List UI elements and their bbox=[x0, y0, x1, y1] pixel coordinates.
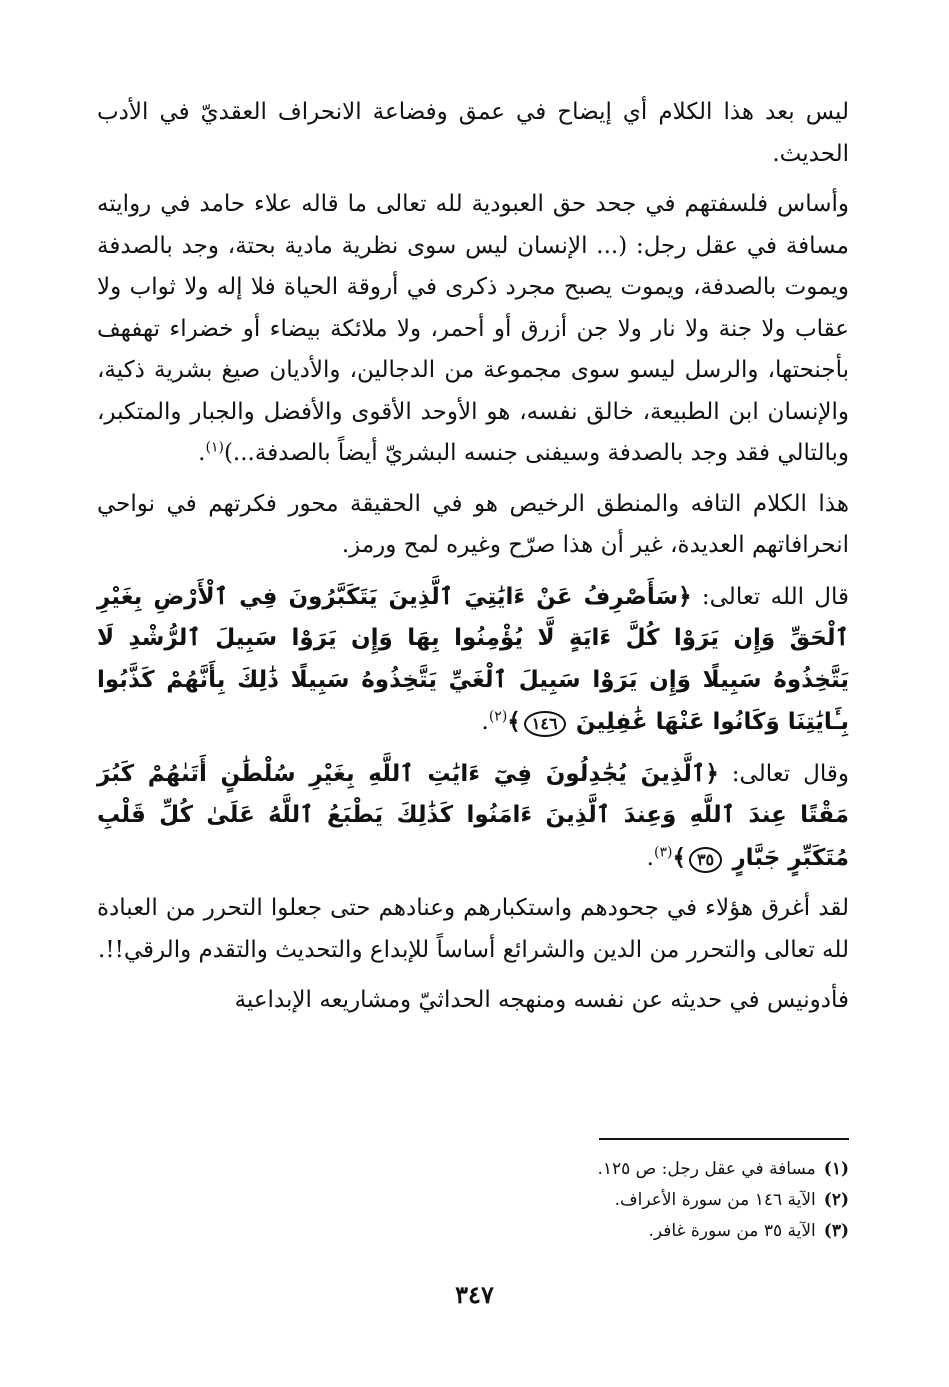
paragraph-7-text: فأدونيس في حديثه عن نفسه ومنهجه الحداثيّ ومشاريعه الإبداعية bbox=[234, 987, 849, 1013]
quote-2-verse: ٱلَّذِينَ يُجَٰدِلُونَ فِيٓ ءَايَٰتِ ٱللَّهِ بِغَيْرِ سُلْطَٰنٍ أَتَىٰهُمْ كَبُرَ مَقْتًا عِندَ ٱللَّهِ وَعِندَ ٱلَّذِينَ ءَامَنُوا كَذَٰلِكَ يَطْبَعُ ٱللَّهُ عَلَىٰ كُلِّ قَلْبِ مُتَكَبِّرٍ جَبَّارٍ bbox=[97, 760, 849, 871]
footnote-ref-1: (١) bbox=[205, 439, 224, 456]
footnote-item bbox=[97, 1216, 849, 1247]
ayah-number-marker: ٣٥ bbox=[689, 847, 722, 873]
paragraph-2: وأساس فلسفتهم في جحد حق العبودية لله تعالى ما قاله علاء حامد في روايته مسافة في عقل رجل: (... الإنسان ليس سوى نظرية مادية بحتة، وجد بالصدفة ويموت بالصدفة، ويموت يصبح مجرد ذكرى في أروقة الحياة فلا إله ولا ثواب ولا عقاب ولا جنة ولا نار ولا جن أزرق أو أحمر، ولا ملائكة بيضاء أو خضراء تهفهف بأجنحتها، والرسل ليسو سوى مجموعة من الدجالين، والأديان صيغ بشرية ذكية، والإنسان ابن الطبيعة، خالق نفسه، هو الأوحد الأقوى والأفضل والجبار والمتكبر، وبالتالي فقد وجد بالصدفة وسيفنى جنسه البشريّ أيضاً بالصدفة...)$^{(١)}$. bbox=[97, 191, 849, 466]
footnote-item bbox=[97, 1185, 849, 1216]
footnote-number: (٣) bbox=[823, 1221, 849, 1241]
footnote-text: مسافة في عقل رجل: ص ١٢٥. bbox=[597, 1159, 816, 1179]
paragraph-6-text: لقد أغرق هؤلاء في جحودهم واستكبارهم وعنادهم حتى جعلوا التحرر من العبادة لله تعالى والتحرر من الدين والشرائع أساساً للإبداع والتحديث والتقدم والرقي!!. bbox=[97, 895, 849, 963]
quote-1-open-brace: ﴿ bbox=[678, 582, 692, 610]
paragraph-1-text: ليس بعد هذا الكلام أي إيضاح في عمق وفضاعة الانحراف العقديّ في الأدب الحديث. bbox=[97, 99, 849, 167]
quote-2-close-brace: ﴾ bbox=[672, 843, 686, 871]
quote-2-open-brace: ﴿ bbox=[705, 759, 719, 787]
ayah-number-marker: ١٤٦ bbox=[524, 711, 566, 737]
quote-1-intro: قال الله تعالى: bbox=[691, 583, 849, 610]
page-number: ٣٤٧ bbox=[455, 1280, 494, 1309]
paragraph-2-text: وأساس فلسفتهم في جحد حق العبودية لله تعالى ما قاله علاء حامد في روايته مسافة في عقل رجل: (... الإنسان ليس سوى نظرية مادية بحتة، وجد بالصدفة ويموت بالصدفة، ويموت يصبح مجرد ذكرى في أروقة الحياة فلا إله ولا ثواب ولا عقاب ولا جنة ولا نار ولا جن أزرق أو أحمر، ولا ملائكة بيضاء أو خضراء تهفهف بأجنحتها، والرسل ليسو سوى مجموعة من الدجالين، والأديان صيغ بشرية ذكية، والإنسان ابن الطبيعة، خالق نفسه، هو الأوحد الأقوى والأفضل والجبار والمتكبر، وبالتالي فقد وجد بالصدفة وسيفنى جنسه البشريّ أيضاً بالصدفة...) bbox=[97, 191, 849, 466]
footnote-item bbox=[97, 1154, 849, 1185]
footnote-text: الآية ٣٥ من سورة غافر. bbox=[648, 1221, 816, 1241]
footnote-number: (١) bbox=[823, 1159, 849, 1179]
quran-quote-1: قال الله تعالى: ﴿سَأَصْرِفُ عَنْ ءَايَٰتِيَ ٱلَّذِينَ يَتَكَبَّرُونَ فِي ٱلْأَرْضِ بِغَيْرِ ٱلْحَقِّ وَإِن يَرَوْا كُلَّ ءَايَةٍ لَّا يُؤْمِنُوا بِهَا وَإِن يَرَوْا سَبِيلَ ٱلرُّشْدِ لَا يَتَّخِذُوهُ سَبِيلًا وَإِن يَرَوْا سَبِيلَ ٱلْغَيِّ يَتَّخِذُوهُ سَبِيلًا ذَٰلِكَ بِأَنَّهُمْ كَذَّبُوا بِـَٔايَٰتِنَا وَكَانُوا عَنْهَا غَٰفِلِينَ ١٤٦﴾$^{(٢)}$. bbox=[97, 582, 849, 735]
paragraph-3-text: هذا الكلام التافه والمنطق الرخيص هو في الحقيقة محور فكرتهم في نواحي انحرافاتهم العديدة، غير أن هذا صرّح وغيره لمح ورمز. bbox=[97, 490, 849, 558]
quote-1-verse: سَأَصْرِفُ عَنْ ءَايَٰتِيَ ٱلَّذِينَ يَتَكَبَّرُونَ فِي ٱلْأَرْضِ بِغَيْرِ ٱلْحَقِّ وَإِن يَرَوْا كُلَّ ءَايَةٍ لَّا يُؤْمِنُوا بِهَا وَإِن يَرَوْا سَبِيلَ ٱلرُّشْدِ لَا يَتَّخِذُوهُ سَبِيلًا وَإِن يَرَوْا سَبِيلَ ٱلْغَيِّ يَتَّخِذُوهُ سَبِيلًا ذَٰلِكَ بِأَنَّهُمْ كَذَّبُوا بِـَٔايَٰتِنَا وَكَانُوا عَنْهَا غَٰفِلِينَ bbox=[97, 583, 849, 735]
paragraph-1 bbox=[97, 92, 849, 175]
quran-quote-2: وقال تعالى: ﴿ٱلَّذِينَ يُجَٰدِلُونَ فِيٓ ءَايَٰتِ ٱللَّهِ بِغَيْرِ سُلْطَٰنٍ أَتَىٰهُمْ كَبُرَ مَقْتًا عِندَ ٱللَّهِ وَعِندَ ٱلَّذِينَ ءَامَنُوا كَذَٰلِكَ يَطْبَعُ ٱللَّهُ عَلَىٰ كُلِّ قَلْبِ مُتَكَبِّرٍ جَبَّارٍ ٣٥﴾$^{(٣)}$. bbox=[97, 759, 849, 871]
paragraph-3 bbox=[97, 484, 849, 567]
page-body bbox=[97, 92, 849, 1031]
quote-2-intro: وقال تعالى: bbox=[718, 760, 849, 787]
footnote-separator bbox=[599, 1138, 849, 1140]
paragraph-6 bbox=[97, 888, 849, 971]
footnote-text: الآية ١٤٦ من سورة الأعراف. bbox=[614, 1190, 816, 1210]
footnote-number: (٢) bbox=[823, 1190, 849, 1210]
footnote-ref-3: (٣) bbox=[653, 843, 673, 860]
paragraph-7 bbox=[97, 980, 849, 1022]
quote-1-close-brace: ﴾ bbox=[507, 708, 521, 735]
footnotes bbox=[97, 1154, 849, 1247]
footnote-ref-2: (٢) bbox=[488, 708, 508, 725]
